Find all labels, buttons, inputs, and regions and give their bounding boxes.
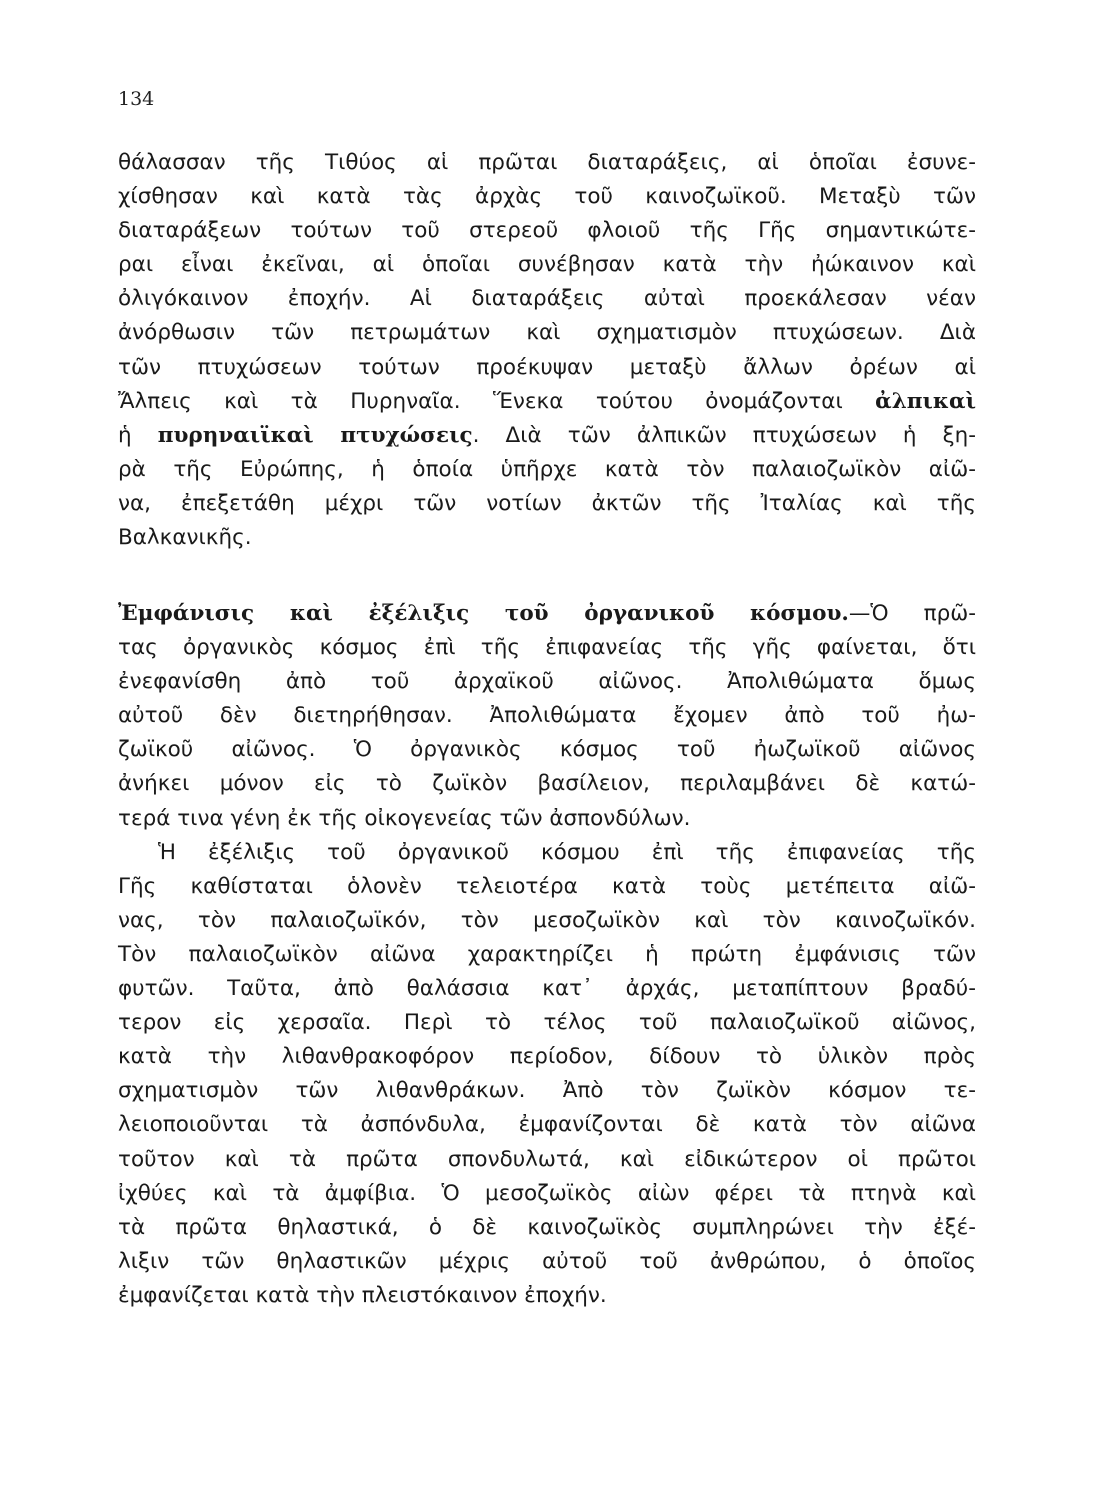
- text-segment: —Ὁ πρῶ-: [848, 601, 976, 626]
- bold-term-pyrenean: πυρηναιϊκαὶ πτυχώσεις: [157, 422, 473, 448]
- text-line: να, ἐπεξετάθη μέχρι τῶν νοτίων ἀκτῶν τῆς Ἰταλίας καὶ τῆς: [118, 490, 976, 516]
- text-line: λειοποιοῦνται τὰ ἀσπόνδυλα, ἐμφανίζονται δὲ κατὰ τὸν αἰῶνα: [118, 1112, 976, 1138]
- text-line: ἐμφανίζεται κατὰ τὴν πλειστόκαινον ἐποχήν.: [118, 1282, 607, 1308]
- text-line: Βαλκανικῆς.: [118, 525, 252, 551]
- text-line: Τὸν παλαιοζωϊκὸν αἰῶνα χαρακτηρίζει ἡ πρώτη ἐμφάνισις τῶν: [118, 941, 976, 967]
- text-line: τερον εἰς χερσαῖα. Περὶ τὸ τέλος τοῦ παλαιοζωϊκοῦ αἰῶνος,: [118, 1010, 976, 1036]
- text-segment: . Διὰ τῶν ἀλπικῶν πτυχώσεων ἡ ξη-: [472, 422, 976, 448]
- text-line: σχηματισμὸν τῶν λιθανθράκων. Ἀπὸ τὸν ζωϊκὸν κόσμον τε-: [118, 1078, 976, 1104]
- text-line: κατὰ τὴν λιθανθρακοφόρον περίοδον, δίδουν τὸ ὑλικὸν πρὸς: [118, 1044, 976, 1070]
- text-line: χίσθησαν καὶ κατὰ τὰς ἀρχὰς τοῦ καινοζωϊκοῦ. Μεταξὺ τῶν: [118, 184, 976, 210]
- paragraph-tethys-disturbances: [118, 146, 976, 555]
- section-heading: Ἐμφάνισις καὶ ἐξέλιξις τοῦ ὀργανικοῦ κόσμου.: [118, 601, 849, 626]
- bold-term-alpine: ἀλπικαὶ: [875, 388, 976, 414]
- text-line: νας, τὸν παλαιοζωϊκόν, τὸν μεσοζωϊκὸν καὶ τὸν καινοζωϊκόν.: [118, 907, 976, 933]
- text-line: τοῦτον καὶ τὰ πρῶτα σπονδυλωτά, καὶ εἰδικώτερον οἱ πρῶτοι: [118, 1146, 976, 1172]
- text-line: ζωϊκοῦ αἰῶνος. Ὁ ὀργανικὸς κόσμος τοῦ ἠωζωϊκοῦ αἰῶνος: [118, 737, 976, 763]
- text-line: Ἡ ἐξέλιξις τοῦ ὀργανικοῦ κόσμου ἐπὶ τῆς ἐπιφανείας τῆς: [158, 839, 976, 865]
- text-line: ἰχθύες καὶ τὰ ἀμφίβια. Ὁ μεσοζωϊκὸς αἰὼν φέρει τὰ πτηνὰ καὶ: [118, 1180, 976, 1206]
- text-line: αὐτοῦ δὲν διετηρήθησαν. Ἀπολιθώματα ἔχομεν ἀπὸ τοῦ ἠω-: [118, 703, 976, 729]
- text-segment: Ἄλπεις καὶ τὰ Πυρηναῖα. Ἕνεκα τούτου ὀνομάζονται: [118, 388, 843, 414]
- text-line: ἐνεφανίσθη ἀπὸ τοῦ ἀρχαϊκοῦ αἰῶνος. Ἀπολιθώματα ὅμως: [118, 669, 976, 695]
- text-line: [118, 419, 976, 453]
- text-line: φυτῶν. Ταῦτα, ἀπὸ θαλάσσια κατ᾽ ἀρχάς, μεταπίπτουν βραδύ-: [118, 976, 976, 1002]
- text-line: τας ὀργανικὸς κόσμος ἐπὶ τῆς ἐπιφανείας τῆς γῆς φαίνεται, ὅτι: [118, 635, 976, 661]
- text-line: ἀνόρθωσιν τῶν πετρωμάτων καὶ σχηματισμὸν πτυχώσεων. Διὰ: [118, 320, 976, 346]
- text-line: ἀνήκει μόνον εἰς τὸ ζωϊκὸν βασίλειον, περιλαμβάνει δὲ κατώ-: [118, 771, 976, 797]
- text-segment: ἡ: [118, 422, 132, 448]
- text-line: [118, 385, 976, 419]
- section-organic-world: [118, 597, 976, 1313]
- text-line: ὀλιγόκαινον ἐποχήν. Αἱ διαταράξεις αὐταὶ προεκάλεσαν νέαν: [118, 286, 976, 312]
- text-line: [118, 597, 976, 631]
- text-line: τὰ πρῶτα θηλαστικά, ὁ δὲ καινοζωϊκὸς συμπληρώνει τὴν ἐξέ-: [118, 1214, 976, 1240]
- text-line: Γῆς καθίσταται ὁλονὲν τελειοτέρα κατὰ τοὺς μετέπειτα αἰῶ-: [118, 873, 976, 899]
- text-line: ραι εἶναι ἐκεῖναι, αἱ ὁποῖαι συνέβησαν κατὰ τὴν ἠώκαινον καὶ: [118, 252, 976, 278]
- text-line: διαταράξεων τούτων τοῦ στερεοῦ φλοιοῦ τῆς Γῆς σημαντικώτε-: [118, 218, 976, 244]
- page-number: 134: [118, 88, 155, 110]
- text-line: τῶν πτυχώσεων τούτων προέκυψαν μεταξὺ ἄλλων ὀρέων αἱ: [118, 354, 976, 380]
- text-line: ρὰ τῆς Εὐρώπης, ἡ ὁποία ὑπῆρχε κατὰ τὸν παλαιοζωϊκὸν αἰῶ-: [118, 456, 976, 482]
- text-line: θάλασσαν τῆς Τιθύος αἱ πρῶται διαταράξεις, αἱ ὁποῖαι ἐσυνε-: [118, 150, 976, 175]
- text-line: λιξιν τῶν θηλαστικῶν μέχρις αὐτοῦ τοῦ ἀνθρώπου, ὁ ὁποῖος: [118, 1248, 976, 1274]
- text-line: τερά τινα γένη ἐκ τῆς οἰκογενείας τῶν ἀσπονδύλων.: [118, 805, 691, 831]
